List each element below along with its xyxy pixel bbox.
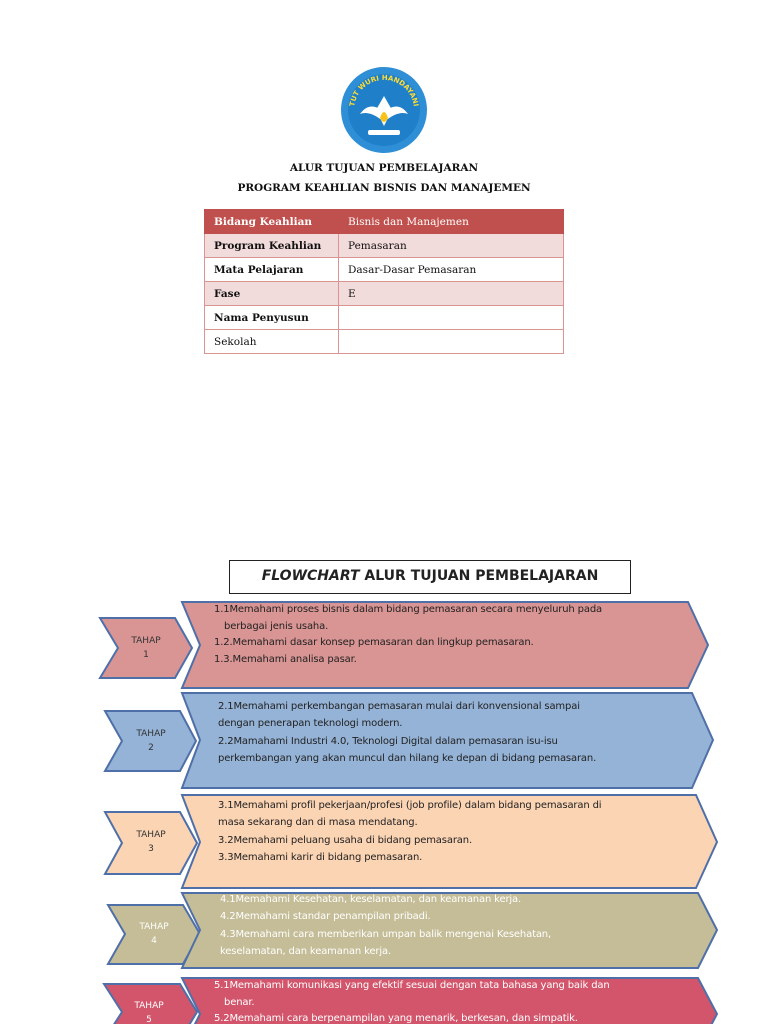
table-key: Fase bbox=[205, 282, 339, 306]
stage-label-number: 2 bbox=[148, 743, 154, 753]
page-title: ALUR TUJUAN PEMBELAJARAN bbox=[289, 162, 479, 174]
stage-text-line: 5.2Memahami cara berpenampilan yang menarik, berkesan, dan simpatik. bbox=[214, 1013, 578, 1024]
stage-text-line: 3.3Memahami karir di bidang pemasaran. bbox=[218, 851, 423, 863]
stage-text-line: 3.2Memahami peluang usaha di bidang pemasaran. bbox=[218, 835, 472, 846]
stage-text-line bbox=[218, 798, 698, 815]
stage-text-line: 5.1Memahami komunikasi yang efektif sesuai dengan tata bahasa yang baik dan bbox=[214, 980, 610, 991]
stage-label-number: 5 bbox=[146, 1015, 152, 1025]
stage-5-label bbox=[114, 999, 184, 1027]
stage-label-line: TAHAP bbox=[136, 729, 166, 739]
stage-2-label bbox=[116, 727, 186, 755]
table-key: Mata Pelajaran bbox=[205, 258, 339, 282]
page-subtitle: PROGRAM KEAHLIAN BISNIS DAN MANAJEMEN bbox=[237, 182, 531, 194]
stage-text-line: keselamatan, dan keamanan kerja. bbox=[220, 945, 392, 957]
table-key: Sekolah bbox=[205, 330, 339, 354]
stage-text-line: 1.2.Memahami dasar konsep pemasaran dan lingkup pemasaran. bbox=[214, 637, 534, 648]
stage-text-line: perkembangan yang akan muncul dan hilang ke depan di bidang pemasaran. bbox=[218, 752, 597, 764]
stage-3-label bbox=[116, 828, 186, 856]
table-value: Pemasaran bbox=[339, 234, 564, 258]
stage-5-text bbox=[214, 978, 694, 1028]
stage-label-number: 3 bbox=[148, 844, 154, 854]
stage-text-line: 4.3Memahami cara memberikan umpan balik mengenai Kesehatan, bbox=[220, 929, 552, 940]
stage-2-text bbox=[218, 699, 698, 767]
table-value: E bbox=[339, 282, 564, 306]
stage-label-line: TAHAP bbox=[131, 636, 161, 646]
stage-text-span: 3.1Memahami profil pekerjaan/profesi (job profile) dalam bidang pemasaran di bbox=[218, 800, 602, 811]
stage-text-line: 1.3.Memahami analisa pasar. bbox=[214, 653, 357, 665]
stage-text-line: berbagai jenis usaha. bbox=[224, 620, 329, 632]
stage-4-text bbox=[220, 892, 700, 960]
stage-3-text bbox=[218, 798, 698, 866]
stage-text-line: 1.1Memahami proses bisnis dalam bidang pemasaran secara menyeluruh pada bbox=[214, 604, 602, 615]
stage-4-label bbox=[119, 920, 189, 948]
stage-label-line: TAHAP bbox=[134, 1001, 164, 1011]
stage-text-line: masa sekarang dan di masa mendatang. bbox=[218, 816, 418, 828]
stage-label-line: TAHAP bbox=[139, 922, 169, 932]
stage-label-number: 1 bbox=[143, 650, 149, 660]
stage-1-text bbox=[214, 602, 694, 668]
table-value: Dasar-Dasar Pemasaran bbox=[339, 258, 564, 282]
stage-1-label bbox=[111, 634, 181, 662]
table-key: Program Keahlian bbox=[205, 234, 339, 258]
stage-label-number: 4 bbox=[151, 936, 157, 946]
table-key: Nama Penyusun bbox=[205, 306, 339, 330]
stage-text-line: 2.1Memahami perkembangan pemasaran mulai dari konvensional sampai bbox=[218, 701, 580, 712]
stage-text-line: dengan penerapan teknologi modern. bbox=[218, 717, 403, 729]
flowchart-title-rest: ALUR TUJUAN PEMBELAJARAN bbox=[359, 568, 599, 584]
flowchart-title-italic: FLOWCHART bbox=[261, 568, 360, 584]
table-value: Bisnis dan Manajemen bbox=[339, 210, 564, 234]
stage-text-line: 4.1Memahami Kesehatan, keselamatan, dan keamanan kerja. bbox=[220, 894, 522, 905]
stage-label-line: TAHAP bbox=[136, 830, 166, 840]
table-key: Bidang Keahlian bbox=[205, 210, 339, 234]
stage-text-line: benar. bbox=[224, 996, 255, 1008]
stage-text-line: 4.2Memahami standar penampilan pribadi. bbox=[220, 910, 431, 922]
svg-text:TUT WURI HANDAYANI: TUT WURI HANDAYANI bbox=[348, 73, 420, 108]
stage-text-line: 2.2Mamahami Industri 4.0, Teknologi Digital dalam pemasaran isu-isu bbox=[218, 736, 558, 747]
